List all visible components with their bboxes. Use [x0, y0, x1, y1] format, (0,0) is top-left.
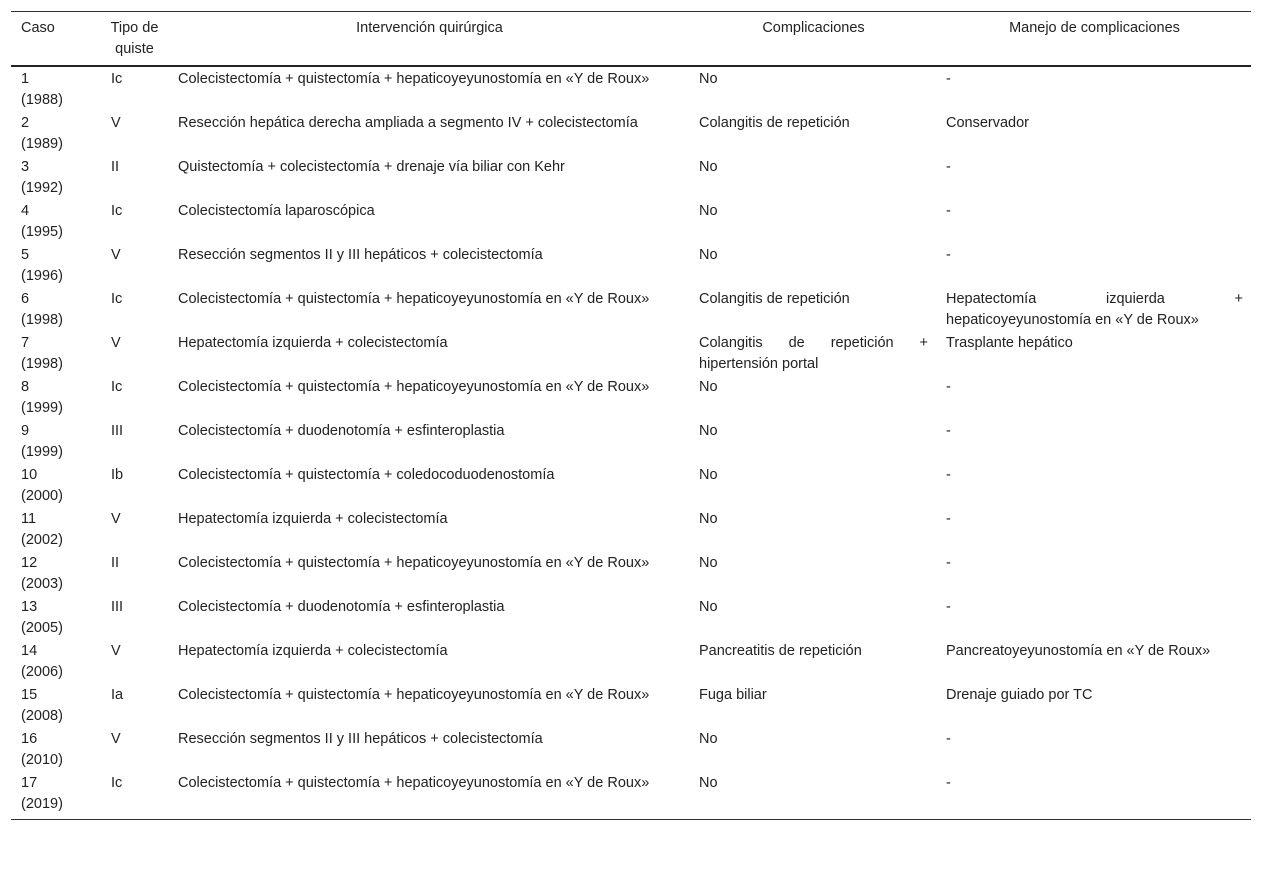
complications-cell: Colangitis de repetición: [699, 115, 850, 131]
case-year: (1992): [21, 180, 63, 196]
case-year: (2000): [21, 488, 63, 504]
table-header: [11, 12, 1251, 67]
case-number: 11: [21, 511, 37, 527]
cyst-type-cell: Ic: [111, 291, 123, 307]
complications-cell: No: [699, 247, 718, 263]
table-row: [11, 552, 1251, 596]
intervention-cell: Colecistectomía + quistectomía + hepaticoyeyunostomía en «Y de Roux»: [178, 555, 650, 571]
case-year: (2010): [21, 752, 63, 768]
intervention-cell: Colecistectomía laparoscópica: [178, 203, 375, 219]
table-row: [11, 332, 1251, 376]
intervention-cell: Hepatectomía izquierda + colecistectomía: [178, 335, 448, 351]
table-row: [11, 200, 1251, 244]
case-cell: [11, 508, 101, 552]
table-row: [11, 244, 1251, 288]
table-body: [11, 66, 1251, 820]
complications-cell: No: [699, 423, 718, 439]
table-row: [11, 772, 1251, 820]
table-row: [11, 596, 1251, 640]
cyst-type-cell: II: [111, 159, 120, 175]
management-cell: Hepatectomía izquierda + hepaticoyeyunostomía en «Y de Roux»: [946, 291, 1243, 328]
case-cell: [11, 464, 101, 508]
management-cell: -: [946, 159, 951, 175]
case-cell: [11, 66, 101, 112]
cyst-type-cell: Ia: [111, 687, 124, 703]
case-cell: [11, 640, 101, 684]
management-cell: -: [946, 379, 951, 395]
case-number: 13: [21, 599, 38, 615]
case-number: 16: [21, 731, 38, 747]
table-row: [11, 640, 1251, 684]
management-cell: -: [946, 599, 951, 615]
case-number: 15: [21, 687, 38, 703]
case-number: 4: [21, 203, 30, 219]
case-number: 10: [21, 467, 38, 483]
table-row: [11, 112, 1251, 156]
case-year: (2003): [21, 576, 63, 592]
case-year: (1995): [21, 224, 63, 240]
intervention-cell: Colecistectomía + quistectomía + hepaticoyeyunostomía en «Y de Roux»: [178, 291, 650, 307]
header-tipo: Tipo de quiste: [101, 12, 168, 67]
management-cell: -: [946, 467, 951, 483]
complications-cell: No: [699, 467, 718, 483]
intervention-cell: Hepatectomía izquierda + colecistectomía: [178, 511, 448, 527]
complications-cell: No: [699, 379, 718, 395]
table-row: [11, 420, 1251, 464]
case-number: 2: [21, 115, 30, 131]
case-year: (2002): [21, 532, 63, 548]
intervention-cell: Colecistectomía + quistectomía + coledocoduodenostomía: [178, 467, 555, 483]
case-cell: [11, 376, 101, 420]
case-cell: [11, 288, 101, 332]
case-number: 8: [21, 379, 30, 395]
case-year: (1999): [21, 400, 63, 416]
case-number: 3: [21, 159, 30, 175]
complications-cell: No: [699, 555, 718, 571]
case-number: 14: [21, 643, 38, 659]
intervention-cell: Colecistectomía + quistectomía + hepaticoyeyunostomía en «Y de Roux»: [178, 71, 650, 87]
complications-cell: No: [699, 159, 718, 175]
management-cell: Drenaje guiado por TC: [946, 687, 1093, 703]
case-cell: [11, 112, 101, 156]
case-cell: [11, 596, 101, 640]
table-container: [11, 11, 1251, 820]
cyst-type-cell: Ic: [111, 71, 123, 87]
cyst-type-cell: Ic: [111, 203, 123, 219]
header-manejo: Manejo de complicaciones: [936, 12, 1251, 67]
case-cell: [11, 728, 101, 772]
cyst-type-cell: III: [111, 423, 124, 439]
table-row: [11, 464, 1251, 508]
case-year: (2019): [21, 796, 63, 812]
cyst-type-cell: Ic: [101, 772, 168, 820]
complications-cell: Colangitis de repetición: [699, 291, 850, 307]
complications-cell: No: [689, 772, 936, 820]
case-cell: [11, 684, 101, 728]
management-cell: Pancreatoyeyunostomía en «Y de Roux»: [946, 643, 1211, 659]
case-cell: [11, 244, 101, 288]
intervention-cell: Colecistectomía + quistectomía + hepaticoyeyunostomía en «Y de Roux»: [168, 772, 689, 820]
management-cell: Conservador: [946, 115, 1030, 131]
cyst-type-cell: V: [111, 247, 121, 263]
complications-cell: No: [699, 511, 718, 527]
header-complicaciones: Complicaciones: [689, 12, 936, 67]
case-number: 5: [21, 247, 30, 263]
complications-cell: No: [699, 71, 718, 87]
cyst-type-cell: V: [111, 643, 121, 659]
intervention-cell: Colecistectomía + quistectomía + hepaticoyeyunostomía en «Y de Roux»: [178, 379, 650, 395]
complications-cell: Pancreatitis de repetición: [699, 643, 862, 659]
table-row: [11, 66, 1251, 112]
case-year: (2005): [21, 620, 63, 636]
header-row: [11, 12, 1251, 67]
intervention-cell: Resección segmentos II y III hepáticos + colecistectomía: [178, 731, 543, 747]
case-year: (2008): [21, 708, 63, 724]
table-row: [11, 288, 1251, 332]
cyst-type-cell: V: [111, 115, 121, 131]
intervention-cell: Quistectomía + colecistectomía + drenaje vía biliar con Kehr: [178, 159, 565, 175]
management-cell: Trasplante hepático: [946, 335, 1073, 351]
management-cell: -: [946, 71, 951, 87]
cyst-type-cell: II: [111, 555, 120, 571]
intervention-cell: Colecistectomía + quistectomía + hepaticoyeyunostomía en «Y de Roux»: [178, 687, 650, 703]
complications-cell: No: [699, 731, 718, 747]
table-row: [11, 508, 1251, 552]
case-cell: [11, 332, 101, 376]
complications-cell: No: [699, 599, 718, 615]
management-cell: -: [946, 511, 951, 527]
intervention-cell: Colecistectomía + duodenotomía + esfinteroplastia: [178, 423, 505, 439]
case-number: 12: [21, 555, 38, 571]
case-year: (1996): [21, 268, 63, 284]
cases-table: [11, 11, 1251, 820]
management-cell: -: [946, 203, 951, 219]
case-year: (1988): [21, 92, 63, 108]
complications-cell: Colangitis de repetición + hipertensión portal: [699, 335, 928, 372]
case-year: (1998): [21, 312, 63, 328]
case-year: (1999): [21, 444, 63, 460]
management-cell: -: [936, 772, 1251, 820]
case-number: 17: [21, 775, 38, 791]
case-cell: [11, 156, 101, 200]
case-cell: [11, 552, 101, 596]
cyst-type-cell: Ib: [111, 467, 124, 483]
case-number: 1: [21, 71, 30, 87]
case-year: (2006): [21, 664, 63, 680]
complications-cell: Fuga biliar: [699, 687, 767, 703]
cyst-type-cell: V: [111, 335, 121, 351]
case-number: 9: [21, 423, 30, 439]
case-number: 7: [21, 335, 30, 351]
case-cell: [11, 420, 101, 464]
intervention-cell: Colecistectomía + duodenotomía + esfinteroplastia: [178, 599, 505, 615]
case-year: (1998): [21, 356, 63, 372]
table-row: [11, 156, 1251, 200]
management-cell: -: [946, 555, 951, 571]
cyst-type-cell: III: [111, 599, 124, 615]
cyst-type-cell: V: [111, 511, 121, 527]
header-intervencion: Intervención quirúrgica: [168, 12, 689, 67]
intervention-cell: Resección hepática derecha ampliada a segmento IV + colecistectomía: [178, 115, 638, 131]
management-cell: -: [946, 731, 951, 747]
header-caso: Caso: [11, 12, 101, 67]
case-cell: [11, 772, 101, 820]
intervention-cell: Resección segmentos II y III hepáticos + colecistectomía: [178, 247, 543, 263]
management-cell: -: [946, 247, 951, 263]
table-row: [11, 728, 1251, 772]
case-number: 6: [21, 291, 30, 307]
complications-cell: No: [699, 203, 718, 219]
table-row: [11, 376, 1251, 420]
cyst-type-cell: Ic: [111, 379, 123, 395]
case-year: (1989): [21, 136, 63, 152]
cyst-type-cell: V: [111, 731, 121, 747]
management-cell: -: [946, 423, 951, 439]
table-row: [11, 684, 1251, 728]
intervention-cell: Hepatectomía izquierda + colecistectomía: [178, 643, 448, 659]
case-cell: [11, 200, 101, 244]
